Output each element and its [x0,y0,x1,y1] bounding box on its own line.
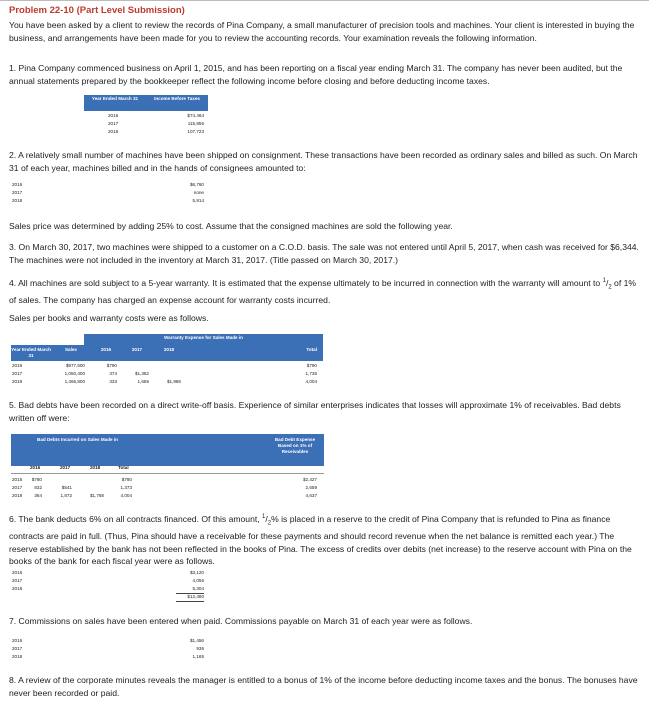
commission-value-2018: 1,165 [192,654,204,659]
problem-title: Problem 22-10 (Part Level Submission) [9,5,185,16]
bad-debt-col-2018: 2018 [90,465,101,470]
bad-debt-row-2018-2016: 364 [34,493,42,498]
bad-debt-col-total: Total [118,465,129,470]
reserve-value-2018: 5,304 [176,586,204,594]
item-8-paragraph: 8. A review of the corporate minutes reveals the manager is entitled to a bonus of 1% of the income before deducting income taxes and the bonus. The bonuses have never been recorded or paid. [9,675,638,698]
warranty-row-2018-sales: 1,466,800 [64,379,85,384]
item-3-paragraph: 3. On March 30, 2017, two machines were shipped to a customer on a C.O.D. basis. The sale was not entered until April 5, 2017, when cash was received for $6,344. The machines were not included in the inventory at March 31, 2017. (Title passed on March 30, 2017.) [9,242,639,265]
consign-year-2017: 2017 [12,190,23,195]
bad-debt-row-2016-2016: $780 [31,477,42,482]
warranty-row-2017-exp-2017: $1,362 [134,371,149,376]
bad-debt-row-2018-expense: 4,637 [305,493,317,498]
item-4-lead: Sales per books and warranty costs were as follows. [9,313,209,323]
consign-value-2017: none [193,190,204,195]
item-1-paragraph: 1. Pina Company commenced business on April 1, 2015, and has been reporting on a fiscal year ending March 31. The company has never been audited, but the annual statements prepared by the bookkeeper reflect the following income before closing and before deducting income taxes. [9,63,623,86]
bad-debt-col-2016: 2016 [30,465,41,470]
item-4-text-before: 4. All machines are sold subject to a 5-year warranty. It is estimated that the expense ultimately to be incurred in connection with the warranty will amount to [9,277,603,288]
item-6-text-after: % is placed in a reserve to the credit of Pina Company that is refunded to Pina as finance contracts are paid in full. (Thus, Pina should have a receivable for these payments and should record revenue when the net balance is remitted each year.) The reserve established by the bank has not been reflected in the books of Pina. The excess of credits over debits (net increase) to the reserve account with Pina on the books of the bank for each fiscal year were as follows. [9,513,632,567]
reserve-year-2017: 2017 [12,578,23,583]
bad-debt-row-2017-expense: 2,659 [305,485,317,490]
commission-value-2017: 936 [196,646,204,651]
income-value-2017: 115,856 [187,121,204,126]
item-4-fraction-denominator: 2 [608,284,612,291]
warranty-row-2018-total: 4,004 [305,379,317,384]
item-6-paragraph: 6. The bank deducts 6% on all contracts financed. Of this amount, $^1/_2\%$ is placed in a reserve to the credit of Pina Company that is refunded to Pina as finance contracts are paid in full. (Thus, Pina should have a receivable for these payments and should record revenue when the net balance is remitted each year.) The reserve established by the bank has not been reflected in the books of Pina. The excess of credits over debits (net increase) to the reserve account with Pina on the books of the bank for each fiscal year were as follows. [9,513,632,567]
bad-debt-row-2017-2016: 832 [34,485,42,490]
income-year-2018: 2018 [108,129,119,134]
item-2-note: Sales price was determined by adding 25% to cost. Assume that the consigned machines are sold the following year. [9,221,453,231]
warranty-2018-header: 2018 [153,345,185,361]
item-5-paragraph: 5. Bad debts have been recorded on a direct write-off basis. Experience of similar enterprises indicates that losses will approximate 1% of receivables. Bad debts written off were: [9,400,621,423]
income-value-2018: 107,723 [187,129,204,134]
bad-debt-row-2018-2017: 1,872 [60,493,72,498]
consign-value-2018: 5,814 [192,198,204,203]
item-6-fraction-denominator: 2 [267,520,272,527]
bad-debt-group-header: Bad Debts Incurred on Sales Made in [11,434,144,461]
bad-debt-row-2016-total: $780 [121,477,132,482]
bad-debt-row-2018-2018: $1,768 [89,493,104,498]
item-4-paragraph: 4. All machines are sold subject to a 5-year warranty. It is estimated that the expense ultimately to be incurred in connection with the warranty will amount to $^1/_2$ of 1% of sales. The company has charged an expense account for warranty costs incurred. [9,277,637,306]
warranty-row-2018-year: 2018 [12,379,23,384]
commission-value-2016: $1,456 [189,638,204,643]
bad-debt-col-header-band [11,458,324,466]
warranty-row-2018-exp-2017: 1,685 [137,379,149,384]
bad-debt-right-header-cell [144,434,324,461]
warranty-row-2016-year: 2016 [12,363,23,368]
bad-debt-expense-header: Bad Debt Expense Based on 1% of Receivables [274,437,316,454]
intro-paragraph: You have been asked by a client to review the records of Pina Company, a small manufacturer of precision tools and machines. Your client is interested in buying the business, and arrangements have been made for you to review the accounting records. Your examination reveals the following information. [9,20,635,43]
item-4-text-after: of 1% of sales. The company has charged an expense account for warranty costs incurred. [9,277,637,306]
bad-debt-row-2018-total: 4,004 [120,493,132,498]
income-year-2017: 2017 [108,121,119,126]
warranty-2017-header: 2017 [121,345,153,361]
bad-debt-col-2017: 2017 [60,465,71,470]
consign-value-2016: $6,760 [189,182,204,187]
warranty-year-header: Year Ended March 31 [11,345,51,361]
commission-year-2017: 2017 [12,646,23,651]
income-table-year-header: Year Ended March 31 [84,95,146,111]
bad-debt-row-2017-total: 1,373 [120,485,132,490]
warranty-row-2017-exp-2016: 374 [109,371,117,376]
warranty-total-header: Total [185,345,323,361]
reserve-year-2018: 2018 [12,586,23,591]
warranty-row-2016-total: $790 [306,363,317,368]
commission-year-2018: 2018 [12,654,23,659]
item-6-text-before: 6. The bank deducts 6% on all contracts financed. Of this amount, [9,513,263,524]
warranty-row-2018-exp-2018: $1,986 [166,379,181,384]
reserve-value-2016: $3,120 [189,570,204,575]
commission-year-2016: 2016 [12,638,23,643]
item-4-fraction-numerator: 1 [602,278,606,284]
item-6-fraction-numerator: 1 [262,514,266,520]
warranty-row-2016-exp-2016: $790 [106,363,117,368]
bad-debt-row-2016-expense: $2,427 [302,477,317,482]
bad-debt-row-2017-2017: $541 [61,485,72,490]
warranty-row-2017-total: 1,736 [305,371,317,376]
consign-year-2018: 2018 [12,198,23,203]
bad-debt-row-2016-year: 2016 [12,477,23,482]
warranty-row-2017-year: 2017 [12,371,23,376]
income-year-2016: 2016 [108,113,119,118]
warranty-2016-header: 2016 [91,345,121,361]
warranty-row-2017-sales: 1,050,400 [64,371,85,376]
bad-debt-header-rule [11,473,324,474]
income-value-2016: $74,464 [187,113,204,118]
item-2-paragraph: 2. A relatively small number of machines have been shipped on consignment. These transactions have been recorded as ordinary sales and billed as such. On March 31 of each year, machines billed and in the hands of consignees amounted to: [9,150,638,173]
bad-debt-row-2017-year: 2017 [12,485,23,490]
reserve-year-2016: 2016 [12,570,23,575]
warranty-group-header: Warranty Expense for Sales Made in [84,334,323,346]
warranty-row-2016-sales: $977,600 [65,363,85,368]
reserve-value-2017: 4,056 [192,578,204,583]
reserve-total: $12,480 [176,594,204,602]
item-7-paragraph: 7. Commissions on sales have been entered when paid. Commissions payable on March 31 of each year were as follows. [9,616,473,626]
income-table-income-header: Income Before Taxes [146,95,208,111]
bad-debt-row-2018-year: 2018 [12,493,23,498]
warranty-row-2018-exp-2016: 333 [109,379,117,384]
consign-year-2016: 2016 [12,182,23,187]
warranty-sales-header: Sales [51,345,91,361]
